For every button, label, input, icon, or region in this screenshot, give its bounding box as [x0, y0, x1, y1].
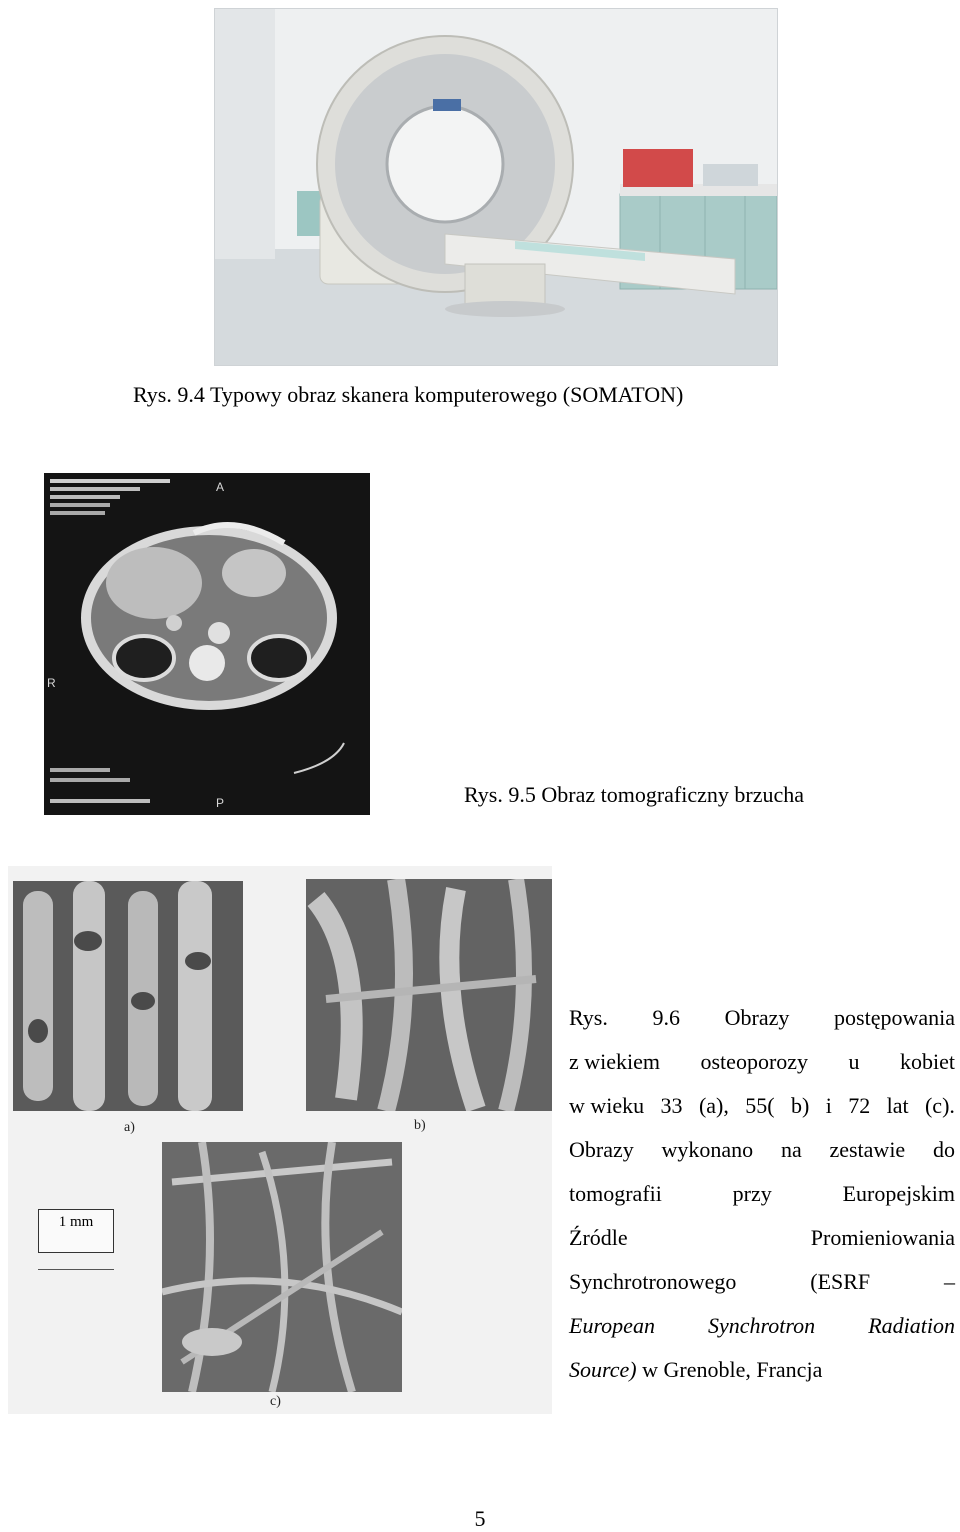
caption-word: Promieniowania — [810, 1225, 955, 1250]
orientation-mark-top: A — [216, 480, 225, 494]
caption-word: wykonano — [661, 1137, 754, 1162]
scan-footer-text — [50, 768, 110, 772]
caption-word: b) — [790, 1093, 810, 1118]
orientation-mark-left: R — [47, 676, 56, 690]
gantry-bore — [387, 106, 503, 222]
caption-line — [569, 1084, 955, 1128]
caption-word: przy — [732, 1181, 772, 1206]
caption-word: w wieku — [569, 1093, 645, 1118]
pore — [28, 1019, 48, 1043]
caption-word: (c). — [924, 1093, 955, 1118]
side-wall — [215, 9, 275, 259]
red-device — [623, 149, 693, 187]
panel-label-b: b) — [414, 1118, 426, 1133]
caption-word: Grenoble, — [663, 1357, 751, 1382]
caption-word: 9.6 — [652, 1005, 680, 1030]
trabecular-bone-a — [13, 881, 243, 1111]
panel-label-a: a) — [124, 1120, 135, 1135]
caption-word: Synchrotron — [708, 1313, 816, 1338]
caption-line — [569, 1128, 955, 1172]
caption-word: w — [642, 1357, 658, 1382]
caption-word: Źródle — [569, 1225, 628, 1250]
caption-word: Obrazy — [569, 1137, 634, 1162]
caption-word: kobiet — [899, 1049, 955, 1074]
bone-node — [182, 1328, 242, 1356]
trabecula — [73, 881, 105, 1111]
scan-header-text — [50, 503, 110, 507]
caption-line — [569, 1304, 955, 1348]
caption-word: – — [944, 1269, 955, 1294]
vertebra — [189, 645, 225, 681]
caption-line — [569, 1172, 955, 1216]
figure-9-6-caption — [569, 996, 955, 1392]
scan-header-text — [50, 495, 120, 499]
scan-header-text — [50, 511, 105, 515]
caption-word: tomografii — [569, 1181, 662, 1206]
trabecular-bone-b — [306, 879, 552, 1111]
caption-word: Source) — [569, 1357, 637, 1382]
caption-word: European — [569, 1313, 655, 1338]
bone-panel-c — [162, 1142, 402, 1392]
scale-bar-box — [38, 1209, 114, 1253]
ct-scanner-photo — [214, 8, 778, 366]
scan-header-text — [50, 487, 140, 491]
caption-word: do — [932, 1137, 955, 1162]
caption-word: lat — [886, 1093, 909, 1118]
caption-word: u — [848, 1049, 860, 1074]
caption-word: z wiekiem — [569, 1049, 661, 1074]
trabecular-bone-c — [162, 1142, 402, 1392]
caption-word: (ESRF — [810, 1269, 871, 1294]
figure-9-4-caption: Rys. 9.4 Typowy obraz skanera komputerowego (SOMATON) — [133, 382, 684, 407]
ct-scanner-illustration — [215, 9, 777, 365]
scale-bar-label: 1 mm — [58, 1214, 94, 1230]
trabecula — [178, 881, 212, 1111]
figure-9-5-caption: Rys. 9.5 Obraz tomograficzny brzucha — [464, 782, 805, 807]
abdominal-ct-image — [44, 473, 370, 815]
caption-word: na — [780, 1137, 802, 1162]
stomach — [222, 549, 286, 597]
caption-word: osteoporozy — [700, 1049, 809, 1074]
caption-word: Radiation — [868, 1313, 955, 1338]
vessel — [166, 615, 182, 631]
trabecula — [23, 891, 53, 1101]
pore — [185, 952, 211, 970]
caption-line — [569, 1260, 955, 1304]
scan-footer-text — [50, 799, 150, 803]
pore — [131, 992, 155, 1010]
scan-footer-text — [50, 778, 130, 782]
caption-word: 33 — [660, 1093, 683, 1118]
bone-microct-figure — [8, 866, 552, 1414]
page-number: 5 — [474, 1506, 486, 1531]
caption-word: postępowania — [834, 1005, 955, 1030]
caption-word: i — [825, 1093, 832, 1118]
bone-panel-b — [306, 879, 552, 1111]
scan-header-text — [50, 479, 170, 483]
caption-line — [569, 996, 955, 1040]
caption-word: Obrazy — [724, 1005, 790, 1030]
caption-word: Europejskim — [842, 1181, 955, 1206]
caption-line — [569, 1040, 955, 1084]
kidney-left — [249, 636, 309, 680]
bone-panel-a — [13, 881, 243, 1111]
kidney-right — [114, 636, 174, 680]
ct-slice-illustration — [44, 473, 370, 815]
counter-device — [703, 164, 758, 186]
table-shadow — [445, 301, 565, 317]
caption-word: Francja — [756, 1357, 823, 1382]
caption-line — [569, 1216, 955, 1260]
gantry-display — [433, 99, 461, 111]
caption-word: zestawie — [829, 1137, 906, 1162]
pore — [74, 931, 102, 951]
caption-word: (a), — [698, 1093, 729, 1118]
panel-label-c: c) — [270, 1394, 281, 1409]
scale-bar-line — [38, 1269, 114, 1270]
caption-word: 72 — [848, 1093, 871, 1118]
liver — [106, 547, 202, 619]
caption-word: Rys. — [569, 1005, 608, 1030]
caption-word: Synchrotronowego — [569, 1269, 737, 1294]
orientation-mark-bottom: P — [216, 796, 225, 810]
caption-line — [569, 1348, 955, 1392]
aorta — [208, 622, 230, 644]
caption-word: 55( — [745, 1093, 775, 1118]
